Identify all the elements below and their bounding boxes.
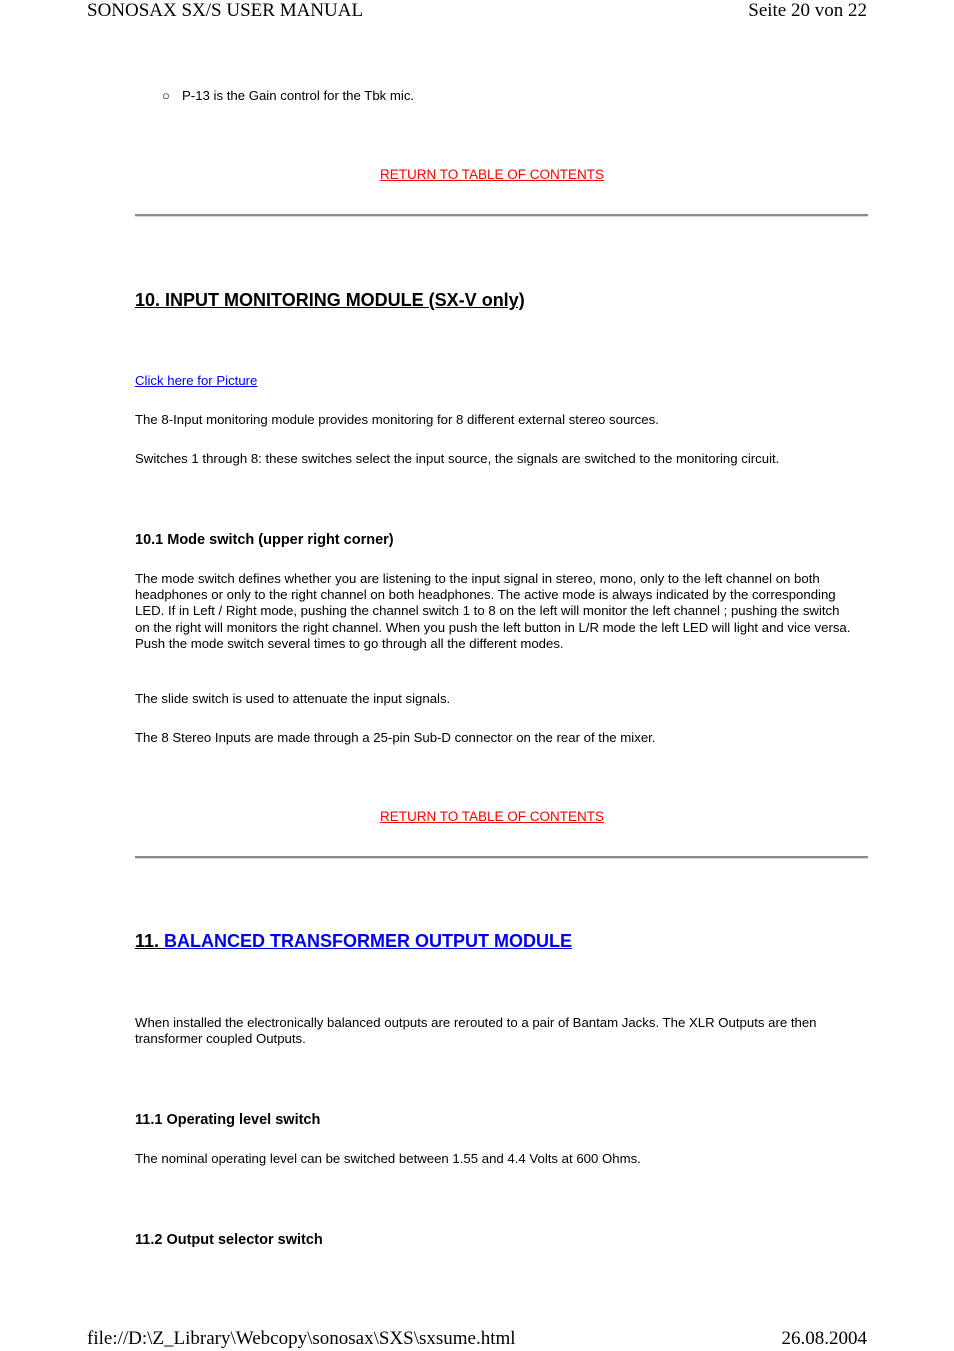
footer-date: 26.08.2004	[781, 1328, 867, 1349]
section-10-1-paragraph: The mode switch defines whether you are listening to the input signal in stereo, mono, only to the left channel on both headphones or only to the right channel on both headphones. The active mode is always indicated by the corresponding LED. If in Left / Right mode, pushing the channel switch 1 to 8 on the left will monitor the left channel ; pushing the switch on the right will monitors the right channel. When you push the left button in L/R mode the left LED will light and vice versa. Push the mode switch several times to go through all the different modes.	[135, 571, 851, 651]
section-10-1-paragraph: The 8 Stereo Inputs are made through a 25-pin Sub-D connector on the rear of the mixer.	[135, 730, 656, 745]
horizontal-rule	[135, 856, 868, 859]
horizontal-rule	[135, 214, 868, 217]
section-11-1-paragraph: The nominal operating level can be switched between 1.55 and 4.4 Volts at 600 Ohms.	[135, 1151, 641, 1166]
section-11-heading	[135, 930, 572, 952]
return-to-toc-link[interactable]: RETURN TO TABLE OF CONTENTS	[380, 809, 605, 824]
section-11-title-link[interactable]: BALANCED TRANSFORMER OUTPUT MODULE	[164, 931, 573, 951]
section-11-2-title: 11.2 Output selector switch	[135, 1232, 323, 1248]
section-11-paragraph: When installed the electronically balanced outputs are rerouted to a pair of Bantam Jacks. The XLR Outputs are then transformer coupled Outputs.	[135, 1015, 817, 1047]
picture-link[interactable]: Click here for Picture	[135, 373, 258, 388]
section-10-title: 10. INPUT MONITORING MODULE (SX-V only)	[135, 290, 525, 310]
footer-file-path: file://D:\Z_Library\Webcopy\sonosax\SXS\sxsume.html	[87, 1328, 516, 1349]
section-10-paragraph: The 8-Input monitoring module provides monitoring for 8 different external stereo sources.	[135, 412, 659, 427]
section-11-1-title: 11.1 Operating level switch	[135, 1112, 321, 1128]
bullet-marker: ○	[162, 88, 170, 103]
return-to-toc-link[interactable]: RETURN TO TABLE OF CONTENTS	[380, 167, 605, 182]
section-10-paragraph: Switches 1 through 8: these switches select the input source, the signals are switched to the monitoring circuit.	[135, 451, 780, 466]
section-11-number: 11.	[135, 931, 160, 951]
section-10-1-title: 10.1 Mode switch (upper right corner)	[135, 532, 394, 548]
section-10-1-paragraph: The slide switch is used to attenuate the input signals.	[135, 691, 451, 706]
header-title: SONOSAX SX/S USER MANUAL	[87, 0, 364, 21]
bullet-text: P-13 is the Gain control for the Tbk mic.	[182, 88, 415, 103]
header-page-number: Seite 20 von 22	[748, 0, 867, 21]
